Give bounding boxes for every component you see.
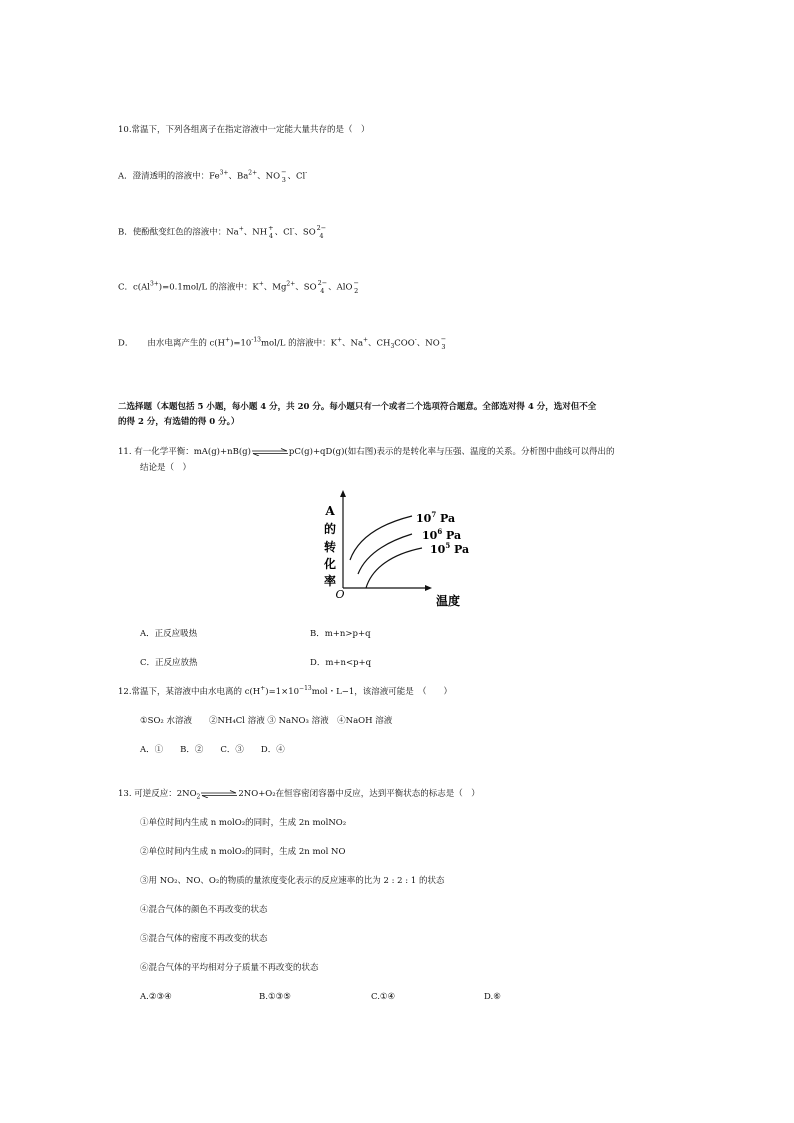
q10-option-b — [118, 224, 327, 240]
q10-stem: 10.常温下，下列各组离子在指定溶液中一定能大量共存的是（ ） — [118, 125, 370, 135]
q10-d-label: D． — [118, 338, 134, 349]
y-axis-arrow-icon — [340, 490, 346, 497]
q10-a-pre: A．澄清透明的溶液中：Fe — [118, 171, 220, 182]
q10-c-alo2-sub: 2 — [354, 287, 359, 295]
q13-option-b: B.①③⑤ — [259, 992, 291, 1002]
q11-stem — [118, 446, 615, 458]
q10-b-so4-sub: 4 — [319, 232, 324, 240]
q13-statement-1: ①单位时间内生成 n molO₂的同时，生成 2n molNO₂ — [140, 818, 347, 828]
q10-d-no3-sub: 3 — [441, 343, 446, 351]
q13-stem-sub: 2 — [196, 793, 201, 801]
q10-a-mid: 、Ba — [228, 171, 249, 182]
q11-option-d: D．m+n<p+q — [310, 658, 372, 668]
q10-d-exp: -13 — [251, 336, 261, 344]
q12-stem-mid: )=1×10 — [265, 687, 300, 697]
q13-statement-2: ②单位时间内生成 n molO₂的同时，生成 2n mol NO — [140, 847, 346, 857]
curve-10e6-pa — [358, 534, 412, 574]
q10-a-no3-pre: 、NO — [257, 171, 281, 182]
q10-d-k-charge: + — [336, 336, 342, 344]
ylabel-char-2: 转 — [323, 540, 337, 554]
q10-b-cl-charge: - — [292, 225, 295, 233]
ylabel-char-1: 的 — [323, 522, 337, 536]
q10-b-nh4-charge: + — [268, 224, 274, 232]
q12-options: A．① B．② C．③ D．④ — [140, 745, 285, 755]
q13-statement-3: ③用 NO₂、NO、O₂的物质的量浓度变化表示的反应速率的比为 2 : 2 : 1 的状态 — [140, 876, 445, 886]
q10-c-mg-charge: 2+ — [286, 280, 296, 288]
q10-a-no3-charge: − — [281, 168, 287, 176]
q10-d-na: 、Na — [342, 338, 364, 349]
q12-h-charge: + — [260, 685, 266, 693]
q11-option-a: A．正反应吸热 — [140, 629, 198, 639]
q12-stem — [118, 686, 452, 698]
q11-stem-pre: 11. 有一化学平衡：mA(g)+nB(g) — [118, 447, 251, 457]
q12-exp: −13 — [299, 685, 312, 693]
q10-d-pre: 由水电离产生的 c(H — [147, 338, 226, 349]
curve2-label: $10^6$ Pa — [422, 527, 462, 542]
equilibrium-arrow-icon — [251, 448, 289, 456]
q10-a-end: 、Cl — [287, 171, 306, 182]
q10-b-nh4-stack — [268, 224, 273, 240]
ylabel-char-3: 化 — [323, 557, 337, 571]
q13-statement-5: ⑤混合气体的密度不再改变的状态 — [140, 934, 268, 944]
q10-b-na-charge: + — [238, 225, 244, 233]
curve3-label: $10^5$ Pa — [430, 541, 470, 556]
q13-option-d: D.⑥ — [484, 992, 501, 1002]
q10-d-na-charge: + — [363, 336, 369, 344]
q11-option-b: B．m+n>p+q — [310, 629, 371, 639]
q10-a-no3-stack — [281, 168, 286, 184]
q10-b-nh4-sub: 4 — [268, 232, 273, 240]
q10-b-nh4-pre: 、NH — [243, 227, 268, 238]
q10-d-ch3: 、CH — [368, 338, 391, 349]
q10-d-h-charge: + — [225, 336, 231, 344]
q10-a-ba-charge: 2+ — [248, 169, 258, 177]
q13-stem — [118, 788, 480, 800]
q10-a-cl-charge: - — [305, 169, 308, 177]
q10-d-no3-stack — [441, 335, 446, 351]
q10-d-no3-charge: − — [440, 335, 447, 343]
q13-stem-pre: 13. 可逆反应：2NO — [118, 789, 197, 799]
q10-c-k-charge: + — [258, 280, 264, 288]
q12-stem-pre: 12.常温下，某溶液中由水电离的 c(H — [118, 687, 261, 697]
q10-d-mid: )=10 — [230, 338, 252, 349]
q10-c-pre: C．c(Al — [118, 282, 150, 293]
x-axis-arrow-icon — [425, 585, 432, 591]
q10-a-no3-sub: 3 — [281, 176, 286, 184]
q10-option-d — [118, 335, 447, 351]
q10-c-so4-sub: 4 — [320, 287, 325, 295]
equilibrium-arrow-icon — [200, 790, 238, 798]
q10-d-mid2: mol/L 的溶液中：K — [261, 338, 337, 349]
q10-option-c — [118, 279, 360, 295]
q13-option-a: A.②③④ — [140, 992, 172, 1002]
q13-statement-4: ④混合气体的颜色不再改变的状态 — [140, 905, 268, 915]
q10-c-so4-stack — [318, 279, 328, 295]
q13-stem-post: 2NO+O₂在恒容密闭容器中反应，达到平衡状态的标志是（ ） — [238, 789, 480, 799]
ylabel-char-0: A — [325, 504, 335, 518]
conversion-rate-graph — [300, 488, 480, 613]
xlabel: 温度 — [435, 594, 461, 608]
q10-b-so4-pre: 、SO — [294, 227, 316, 238]
q10-c-alo2-charge: − — [353, 279, 359, 287]
q11-option-c: C．正反应放热 — [140, 658, 198, 668]
q10-b-so4-charge: 2− — [316, 224, 327, 232]
q10-d-no3-pre: 、NO — [416, 338, 440, 349]
q10-d-coo: COO — [394, 338, 415, 349]
ylabel-char-4: 率 — [323, 574, 337, 588]
q10-a-fe-charge: 3+ — [219, 169, 229, 177]
q10-b-pre: B．使酚酞变红色的溶液中：Na — [118, 227, 239, 238]
q10-option-a — [118, 168, 307, 184]
q11-stem-post: pC(g)+qD(g)(如右图)表示的是转化率与压强、温度的关系。分析图中曲线可以得出的 — [288, 447, 615, 457]
q10-c-alo2-stack — [353, 279, 358, 295]
q13-statement-6: ⑥混合气体的平均相对分子质量不再改变的状态 — [140, 963, 319, 973]
q13-option-c: C.①④ — [371, 992, 396, 1002]
q12-items: ①SO₂ 水溶液 ②NH₄Cl 溶液 ③ NaNO₃ 溶液 ④NaOH 溶液 — [140, 716, 393, 726]
curve1-label: $10^7$ Pa — [416, 510, 456, 525]
q10-c-al-charge: 3+ — [149, 280, 159, 288]
q12-stem-post: mol・L−1，该溶液可能是 （ ） — [311, 687, 453, 697]
q10-c-alo2-pre: 、AlO — [328, 282, 353, 293]
section2-heading-line1: 二选择题（本题包括 5 小题，每小题 4 分，共 20 分。每小题只有一个或者二个选项符合题意。全部选对得 4 分，选对但不全 — [118, 402, 597, 412]
curve-10e5-pa — [366, 548, 422, 588]
q10-c-so4-pre: 、SO — [295, 282, 317, 293]
q10-c-mg: 、Mg — [263, 282, 287, 293]
q10-b-so4-stack — [317, 224, 327, 240]
q10-d-ch3-sub: 3 — [390, 343, 395, 351]
origin-label: O — [335, 588, 345, 601]
q10-c-mid: )=0.1mol/L 的溶液中：K — [158, 282, 259, 293]
q10-d-coo-charge: - — [414, 336, 417, 344]
q10-b-cl: 、Cl — [274, 227, 293, 238]
q11-stem-line2: 结论是（ ） — [140, 463, 192, 473]
q10-c-so4-charge: 2− — [317, 279, 328, 287]
section2-heading-line2: 的得 2 分，有选错的得 0 分。） — [118, 417, 240, 427]
